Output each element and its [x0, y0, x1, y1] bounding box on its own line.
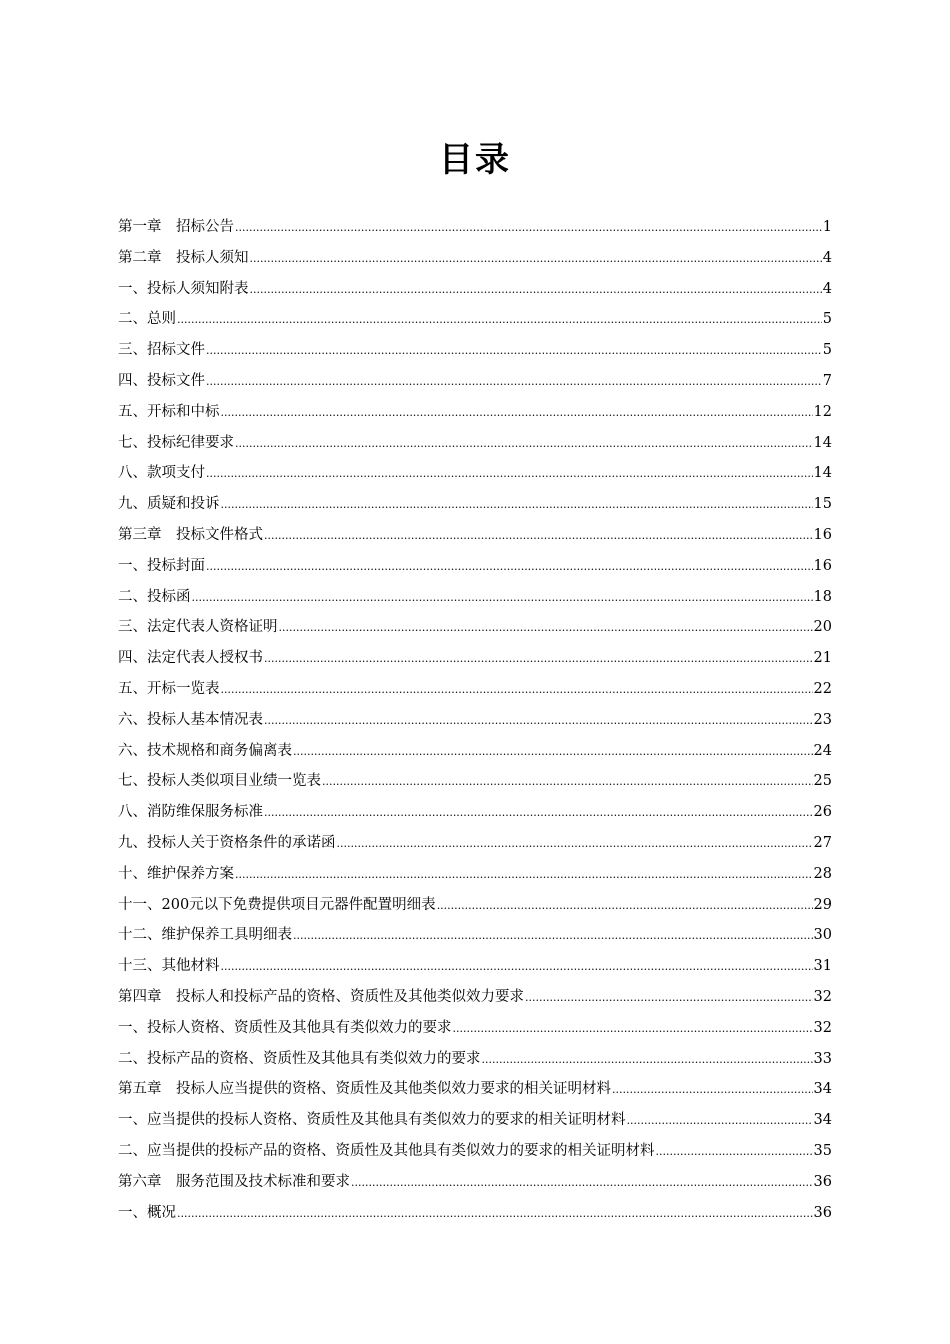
toc-entry-page-number: 14	[813, 465, 832, 482]
toc-entry-page-number: 27	[813, 834, 832, 851]
toc-entry-label: 第六章 服务范围及技术标准和要求	[118, 1173, 350, 1190]
toc-entry-label: 九、质疑和投诉	[118, 496, 220, 513]
toc-entry-page-number: 32	[813, 988, 832, 1005]
toc-dot-leader	[337, 828, 813, 860]
toc-entry[interactable]	[118, 982, 832, 1013]
toc-entry-label: 第二章 投标人须知	[118, 249, 249, 266]
toc-entry-label: 三、法定代表人资格证明	[118, 619, 278, 636]
toc-entry-page-number: 33	[813, 1050, 832, 1067]
toc-entry[interactable]	[118, 1105, 832, 1136]
toc-dot-leader	[206, 335, 822, 367]
toc-entry-page-number: 5	[822, 342, 832, 359]
toc-dot-leader	[525, 982, 813, 1014]
toc-dot-leader	[482, 1044, 813, 1076]
toc-entry-page-number: 4	[822, 280, 832, 297]
toc-entry-label: 二、投标函	[118, 588, 191, 605]
toc-entry-label: 五、开标和中标	[118, 403, 220, 420]
toc-entry-label: 四、法定代表人授权书	[118, 650, 263, 667]
toc-entry[interactable]	[118, 582, 832, 613]
toc-entry[interactable]	[118, 1074, 832, 1105]
toc-dot-leader	[250, 274, 822, 306]
toc-entry-label: 一、投标人须知附表	[118, 280, 249, 297]
toc-dot-leader	[206, 458, 813, 490]
toc-entry[interactable]	[118, 489, 832, 520]
toc-entry-label: 一、投标人资格、资质性及其他具有类似效力的要求	[118, 1019, 452, 1036]
toc-dot-leader	[264, 643, 813, 675]
toc-dot-leader	[221, 951, 813, 983]
toc-entry[interactable]	[118, 828, 832, 859]
toc-dot-leader	[293, 920, 813, 952]
toc-entry-label: 六、投标人基本情况表	[118, 711, 263, 728]
toc-dot-leader	[627, 1105, 813, 1137]
toc-entry-label: 第三章 投标文件格式	[118, 526, 263, 543]
toc-dot-leader	[235, 428, 813, 460]
toc-dot-leader	[453, 1013, 813, 1045]
toc-entry-page-number: 15	[813, 496, 832, 513]
toc-entry-page-number: 7	[822, 372, 832, 389]
toc-entry[interactable]	[118, 797, 832, 828]
toc-entry[interactable]	[118, 274, 832, 305]
toc-entry-label: 二、投标产品的资格、资质性及其他具有类似效力的要求	[118, 1050, 481, 1067]
toc-entry[interactable]	[118, 951, 832, 982]
toc-entry-label: 二、应当提供的投标产品的资格、资质性及其他具有类似效力的要求的相关证明材料	[118, 1142, 655, 1159]
toc-entry-label: 十二、维护保养工具明细表	[118, 927, 292, 944]
toc-entry[interactable]	[118, 1136, 832, 1167]
toc-entry-page-number: 20	[813, 619, 832, 636]
toc-entry[interactable]	[118, 766, 832, 797]
toc-entry-page-number: 36	[813, 1173, 832, 1190]
toc-entry-label: 一、概况	[118, 1204, 176, 1221]
toc-dot-leader	[177, 1198, 813, 1230]
toc-entry[interactable]	[118, 212, 832, 243]
toc-dot-leader	[293, 736, 813, 768]
toc-entry-label: 七、投标纪律要求	[118, 434, 234, 451]
toc-dot-leader	[279, 612, 813, 644]
toc-entry-page-number: 16	[813, 557, 832, 574]
toc-entry-label: 六、技术规格和商务偏离表	[118, 742, 292, 759]
toc-dot-leader	[322, 766, 813, 798]
toc-dot-leader	[221, 397, 813, 429]
toc-entry-page-number: 4	[822, 249, 832, 266]
toc-entry[interactable]	[118, 428, 832, 459]
toc-dot-leader	[206, 366, 822, 398]
toc-dot-leader	[264, 797, 813, 829]
toc-entry-label: 一、应当提供的投标人资格、资质性及其他具有类似效力的要求的相关证明材料	[118, 1112, 626, 1129]
toc-entry-label: 第一章 招标公告	[118, 219, 234, 235]
toc-dot-leader	[177, 304, 822, 336]
toc-entry-page-number: 32	[813, 1019, 832, 1036]
toc-entry[interactable]	[118, 920, 832, 951]
toc-entry-page-number: 31	[813, 958, 832, 975]
toc-entry[interactable]	[118, 366, 832, 397]
toc-entry[interactable]	[118, 458, 832, 489]
toc-entry[interactable]	[118, 1198, 832, 1229]
toc-entry[interactable]	[118, 736, 832, 767]
toc-entry-page-number: 1	[822, 219, 832, 235]
toc-dot-leader	[235, 859, 813, 891]
toc-entry[interactable]	[118, 859, 832, 890]
toc-entry-label: 四、投标文件	[118, 372, 205, 389]
toc-entry-label: 八、款项支付	[118, 465, 205, 482]
toc-entry-label: 五、开标一览表	[118, 680, 220, 697]
toc-entry-label: 第四章 投标人和投标产品的资格、资质性及其他类似效力要求	[118, 988, 524, 1005]
toc-entry-page-number: 24	[813, 742, 832, 759]
toc-entry[interactable]	[118, 1044, 832, 1075]
toc-entry-label: 七、投标人类似项目业绩一览表	[118, 773, 321, 790]
toc-entry-page-number: 28	[813, 865, 832, 882]
toc-entry-page-number: 21	[813, 650, 832, 667]
toc-entry-label: 九、投标人关于资格条件的承诺函	[118, 834, 336, 851]
toc-entry-label: 十一、200元以下免费提供项目元器件配置明细表	[118, 896, 436, 913]
toc-entry[interactable]	[118, 1013, 832, 1044]
toc-dot-leader	[250, 243, 822, 275]
toc-entry[interactable]	[118, 612, 832, 643]
toc-dot-leader	[264, 705, 813, 737]
toc-entry-page-number: 5	[822, 311, 832, 328]
toc-entry[interactable]	[118, 520, 832, 551]
toc-dot-leader	[437, 890, 813, 922]
toc-dot-leader	[656, 1136, 813, 1168]
table-of-contents	[118, 212, 832, 1228]
toc-dot-leader	[221, 489, 813, 521]
toc-entry-label: 十三、其他材料	[118, 958, 220, 975]
toc-entry[interactable]	[118, 643, 832, 674]
toc-entry-page-number: 25	[813, 773, 832, 790]
toc-dot-leader	[612, 1074, 813, 1106]
toc-entry-page-number: 26	[813, 804, 832, 821]
toc-dot-leader	[192, 582, 813, 614]
toc-entry-label: 二、总则	[118, 311, 176, 328]
toc-entry-label: 十、维护保养方案	[118, 865, 234, 882]
toc-entry-page-number: 23	[813, 711, 832, 728]
toc-entry-page-number: 16	[813, 526, 832, 543]
toc-entry-label: 一、投标封面	[118, 557, 205, 574]
toc-dot-leader	[206, 551, 813, 583]
toc-dot-leader	[221, 674, 813, 706]
toc-entry-page-number: 29	[813, 896, 832, 913]
toc-entry-page-number: 35	[813, 1142, 832, 1159]
toc-entry-label: 三、招标文件	[118, 342, 205, 359]
toc-entry[interactable]	[118, 335, 832, 366]
toc-entry[interactable]	[118, 304, 832, 335]
toc-entry-page-number: 12	[813, 403, 832, 420]
toc-entry-page-number: 30	[813, 927, 832, 944]
toc-entry[interactable]	[118, 705, 832, 736]
toc-entry-label: 八、消防维保服务标准	[118, 804, 263, 821]
toc-entry-page-number: 36	[813, 1204, 832, 1221]
toc-entry-page-number: 18	[813, 588, 832, 605]
toc-dot-leader	[264, 520, 813, 552]
toc-entry-page-number: 34	[813, 1081, 832, 1098]
toc-dot-leader	[235, 212, 822, 244]
toc-entry[interactable]	[118, 1167, 832, 1198]
toc-entry-page-number: 34	[813, 1112, 832, 1129]
toc-entry[interactable]	[118, 551, 832, 582]
toc-entry-page-number: 22	[813, 680, 832, 697]
toc-entry[interactable]	[118, 397, 832, 428]
toc-entry-page-number: 14	[813, 434, 832, 451]
toc-entry[interactable]	[118, 243, 832, 274]
page-title: 目录	[439, 140, 511, 180]
toc-entry-label: 第五章 投标人应当提供的资格、资质性及其他类似效力要求的相关证明材料	[118, 1081, 611, 1098]
toc-dot-leader	[351, 1167, 813, 1199]
toc-entry[interactable]	[118, 674, 832, 705]
toc-entry[interactable]	[118, 890, 832, 921]
